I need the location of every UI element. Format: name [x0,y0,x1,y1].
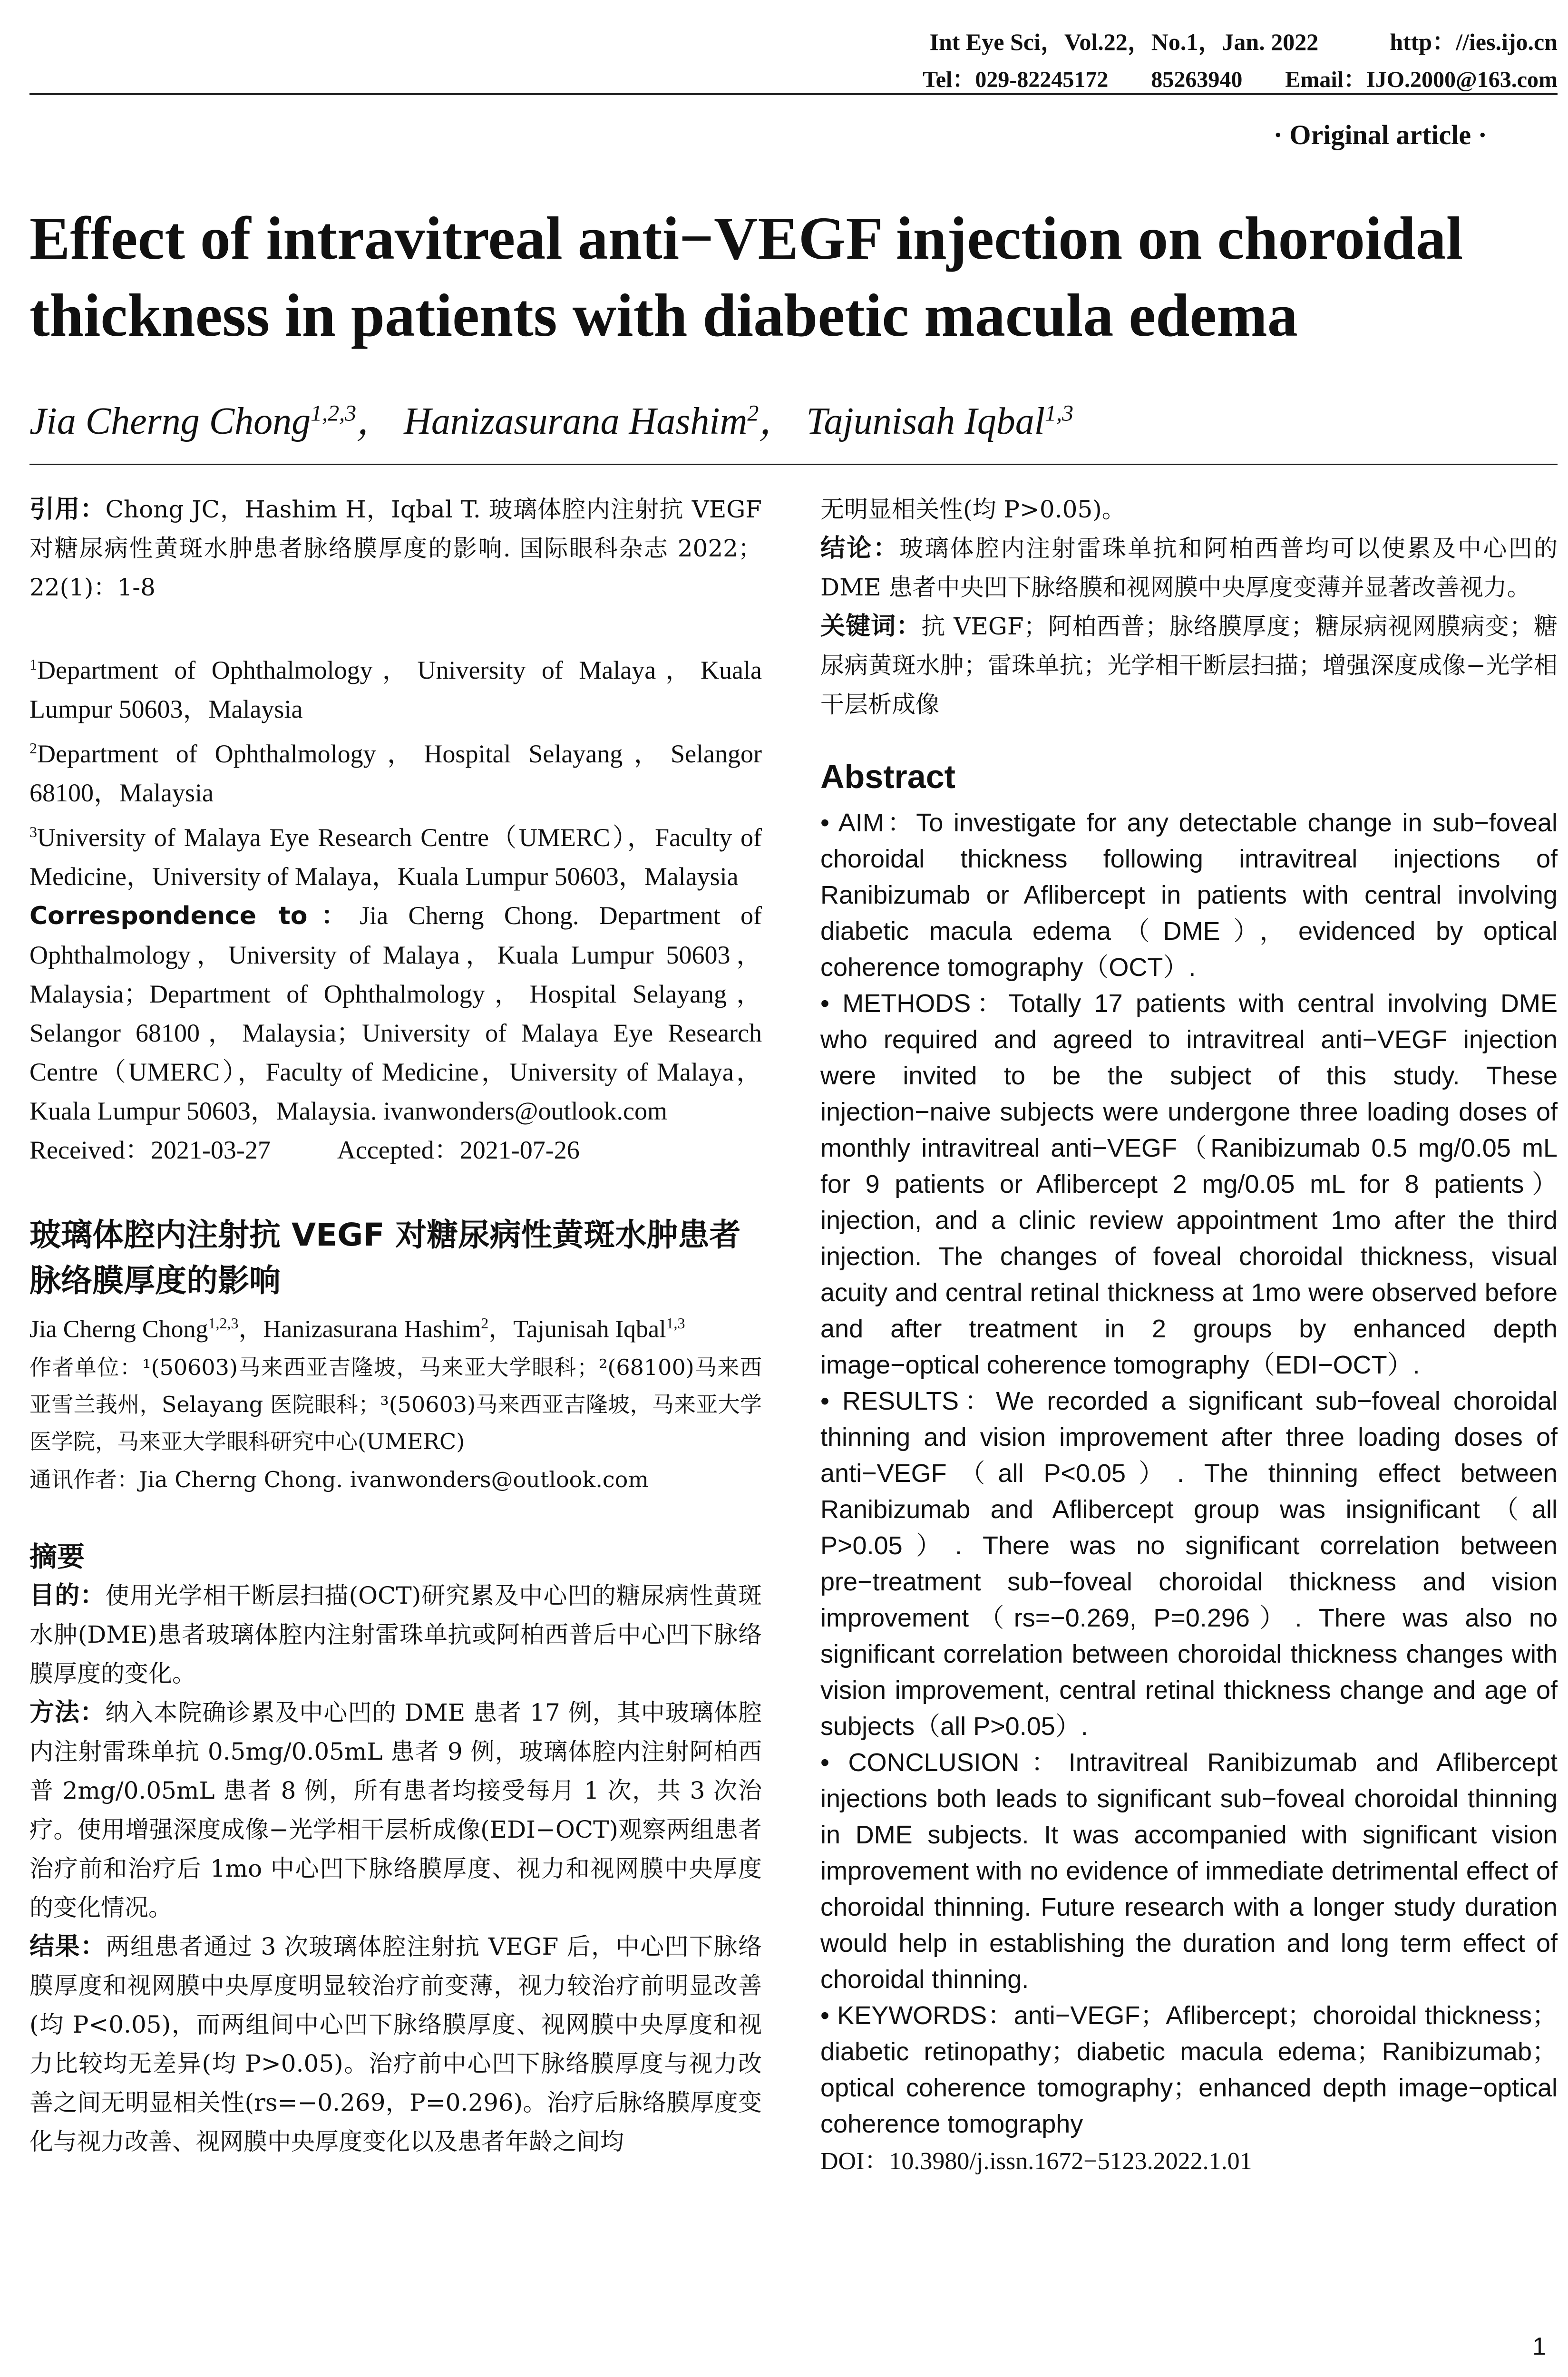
cn-author-3: ，Tajunisah Iqbal [488,1315,666,1343]
chinese-authors [29,1304,762,1349]
received-date: Received：2021-03-27 [29,1136,271,1164]
author-list [29,390,1073,445]
author-3-affil: 1,3 [1045,400,1074,426]
chinese-affiliation: 作者单位：¹(50603)马来西亚吉隆坡，马来亚大学眼科；²(68100)马来西亚雪兰莪州，Selayang 医院眼科；³(50603)马来西亚吉隆坡，马来亚大学医学院，马来亚大学眼科研究中心(UMERC) [29,1354,762,1455]
cn-kw-label: 关键词： [820,612,922,641]
affiliation-2 [29,729,762,812]
affiliation-3 [29,812,762,896]
aim-text: To investigate for any detectable change in sub−foveal choroidal thickness following intravitreal injections of Ranibizumab or Aflibercept in patients with central involving diabetic macula edema（DME），evidenced by optical coherence tomography（OCT）. [820,809,1558,982]
cite-label: 引用： [29,495,106,524]
cn-concl-text: 玻璃体腔内注射雷珠单抗和阿柏西普均可以使累及中心凹的 DME 患者中央凹下脉络膜和视网膜中央厚度变薄并显著改善视力。 [820,535,1558,601]
author-1-affil: 1,2,3 [311,400,357,426]
aff3-text: University of Malaya Eye Research Centre（UMERC），Faculty of Medicine，University of Malaya，Kuala Lumpur 50603，Malaysia [29,823,762,891]
accepted-date: Accepted：2021-07-26 [337,1136,580,1164]
cn-author-1-sup: 1,2,3 [208,1315,239,1332]
cn-kw-text: 抗 VEGF；阿柏西普；脉络膜厚度；糖尿病视网膜病变；糖尿病黄斑水肿；雷珠单抗；光学相干断层扫描；增强深度成像−光学相干层析成像 [820,613,1558,718]
correspondence [29,896,762,1130]
author-1: Jia Cherng Chong [29,400,311,442]
journal-tel2: 85263940 [1151,67,1243,92]
journal-email[interactable]: Email：IJO.2000@163.com [1285,67,1558,92]
author-2: Hanizasurana Hashim [404,400,748,442]
aff2-text: Department of Ophthalmology，Hospital Selayang，Selangor 68100，Malaysia [29,740,762,807]
aff1-sup: 1 [29,656,37,673]
journal-citation: Int Eye Sci，Vol.22，No.1，Jan. 2022 [929,29,1319,55]
cn-results-continued: 无明显相关性(均 P>0.05)。 [820,496,1126,523]
dates [29,1130,762,1169]
aff3-sup: 3 [29,823,37,840]
concl-label: • CONCLUSION： [820,1748,1069,1777]
cn-concl-label: 结论： [820,534,900,563]
abstract-keywords [820,1997,1558,2142]
author-sep: ， [759,400,797,442]
aim-label: • AIM： [820,809,916,837]
aff1-text: Department of Ophthalmology，University of Malaya，Kuala Lumpur 50603，Malaysia [29,656,762,723]
cn-aim-text: 使用光学相干断层扫描(OCT)研究累及中心凹的糖尿病性黄斑水肿(DME)患者玻璃体腔内注射雷珠单抗或阿柏西普后中心凹下脉络膜厚度的变化。 [29,1582,762,1688]
cn-author-2-sup: 2 [481,1315,489,1332]
cn-aim-label: 目的： [29,1581,106,1610]
journal-header-line1 [930,23,1558,57]
journal-tel: Tel：029-82245172 [923,67,1109,92]
cn-author-1: Jia Cherng Chong [29,1315,208,1343]
methods-label: • METHODS： [820,989,1009,1018]
abstract-conclusion [820,1744,1558,1997]
chinese-correspondence: 通讯作者：Jia Cherng Chong. ivanwonders@outlook.com [29,1467,649,1493]
results-text: We recorded a significant sub−foveal choroidal thinning and vision improvement after three loading doses of anti−VEGF（all P<0.05）. The thinning effect between Ranibizumab and Aflibercept group was insignificant（all P>0.05）. There was no significant correlation between pre−treatment sub−foveal choroidal thickness and vision improvement（rs=−0.269, P=0.296）. There was also no significant correlation between choroidal thickness changes with vision improvement, central retinal thickness change and age of subjects（all P>0.05）. [820,1387,1558,1741]
article-title: Effect of intravitreal anti−VEGF injection on choroidal thickness in patients with diabetic macula edema [29,205,1463,349]
kw-text: anti−VEGF；Aflibercept；choroidal thickness；diabetic retinopathy；diabetic macula edema；Ranibizumab；optical coherence tomography；enhanced depth image−optical coherence tomography [820,2001,1558,2138]
cn-methods-text: 纳入本院确诊累及中心凹的 DME 患者 17 例，其中玻璃体腔内注射雷珠单抗 0.5mg/0.05mL 患者 9 例，玻璃体腔内注射阿柏西普 2mg/0.05mL 患者 8 例，所有患者均接受每月 1 次，共 3 次治疗。使用增强深度成像−光学相干层析成像(EDI−OCT)观察两组患者治疗前和治疗后 1mo 中心凹下脉络膜厚度、视力和视网膜中央厚度的变化情况。 [29,1699,762,1922]
doi[interactable]: DOI：10.3980/j.issn.1672−5123.2022.1.01 [820,2148,1252,2175]
corr-text: Jia Cherng Chong. Department of Ophthalmology，University of Malaya，Kuala Lumpur 50603，Malaysia；Department of Ophthalmology，Hospital Selayang，Selangor 68100，Malaysia；University of Malaya Eye Research Centre（UMERC），Faculty of Medicine，University of Malaya，Kuala Lumpur 50603，Malaysia. ivanwonders@outlook.com [29,901,762,1125]
header-divider [29,93,1558,95]
cn-keywords [820,607,1558,724]
corr-label: Correspondence to： [29,902,360,930]
kw-label: • KEYWORDS： [820,2001,1014,2030]
cn-conclusion [820,529,1558,607]
journal-url[interactable]: http：//ies.ijo.cn [1390,29,1558,55]
cn-results [29,1927,762,2161]
abstract-methods [820,985,1558,1383]
abstract-aim [820,805,1558,985]
author-3: Tajunisah Iqbal [806,400,1045,442]
results-label: • RESULTS： [820,1387,996,1415]
left-column [29,490,762,2161]
title-divider [29,464,1558,465]
abstract-heading: Abstract [820,758,955,795]
abstract-results [820,1383,1558,1744]
article-type: · Original article · [1273,119,1487,150]
affiliation-1 [29,645,762,729]
cn-aim [29,1576,762,1693]
cn-author-2: ，Hanizasurana Hashim [238,1315,481,1343]
concl-text: Intravitreal Ranibizumab and Aflibercept injections both leads to significant sub−foveal choroidal thinning in DME subjects. It was accompanied with significant vision improvement with no evidence of immediate detrimental effect of choroidal thinning. Future research with a longer study duration would help in establishing the duration and long term effect of choroidal thinning. [820,1748,1558,1994]
page-number: 1 [1532,2333,1546,2360]
journal-header-line2 [923,61,1558,94]
cn-methods-label: 方法： [29,1698,106,1727]
cn-author-3-sup: 1,3 [666,1315,685,1332]
cn-methods [29,1693,762,1927]
cn-results-label: 结果： [29,1932,106,1961]
methods-text: Totally 17 patients with central involving DME who required and agreed to intravitreal anti−VEGF injection were invited to be the subject of this study. These injection−naive subjects were undergone three loading doses of monthly intravitreal anti−VEGF（Ranibizumab 0.5 mg/0.05 mL for 9 patients or Aflibercept 2 mg/0.05 mL for 8 patients）injection, and a clinic review appointment 1mo after the third injection. The changes of foveal choroidal thickness, visual acuity and central retinal thickness at 1mo were observed before and after treatment in 2 groups by enhanced depth image−optical coherence tomography（EDI−OCT）. [820,989,1558,1379]
cn-results-text: 两组患者通过 3 次玻璃体腔注射抗 VEGF 后，中心凹下脉络膜厚度和视网膜中央厚度明显较治疗前变薄，视力较治疗前明显改善(均 P<0.05)，而两组间中心凹下脉络膜厚度、视网膜中央厚度和视力比较均无差异(均 P>0.05)。治疗前中心凹下脉络膜厚度与视力改善之间无明显相关性(rs=−0.269，P=0.296)。治疗后脉络膜厚度变化与视力改善、视网膜中央厚度变化以及患者年龄之间均 [29,1933,762,2156]
affiliations [29,645,762,1169]
citation-block [29,490,762,607]
author-2-affil: 2 [747,400,759,426]
right-column [820,490,1558,2181]
aff2-sup: 2 [29,740,37,757]
chinese-abstract-heading: 摘要 [29,1540,85,1573]
author-sep: ， [356,400,395,442]
chinese-title: 玻璃体腔内注射抗 VEGF 对糖尿病性黄斑水肿患者脉络膜厚度的影响 [29,1217,741,1299]
cite-text: Chong JC，Hashim H，Iqbal T. 玻璃体腔内注射抗 VEGF 对糖尿病性黄斑水肿患者脉络膜厚度的影响. 国际眼科杂志 2022；22(1)：1-8 [29,496,762,601]
